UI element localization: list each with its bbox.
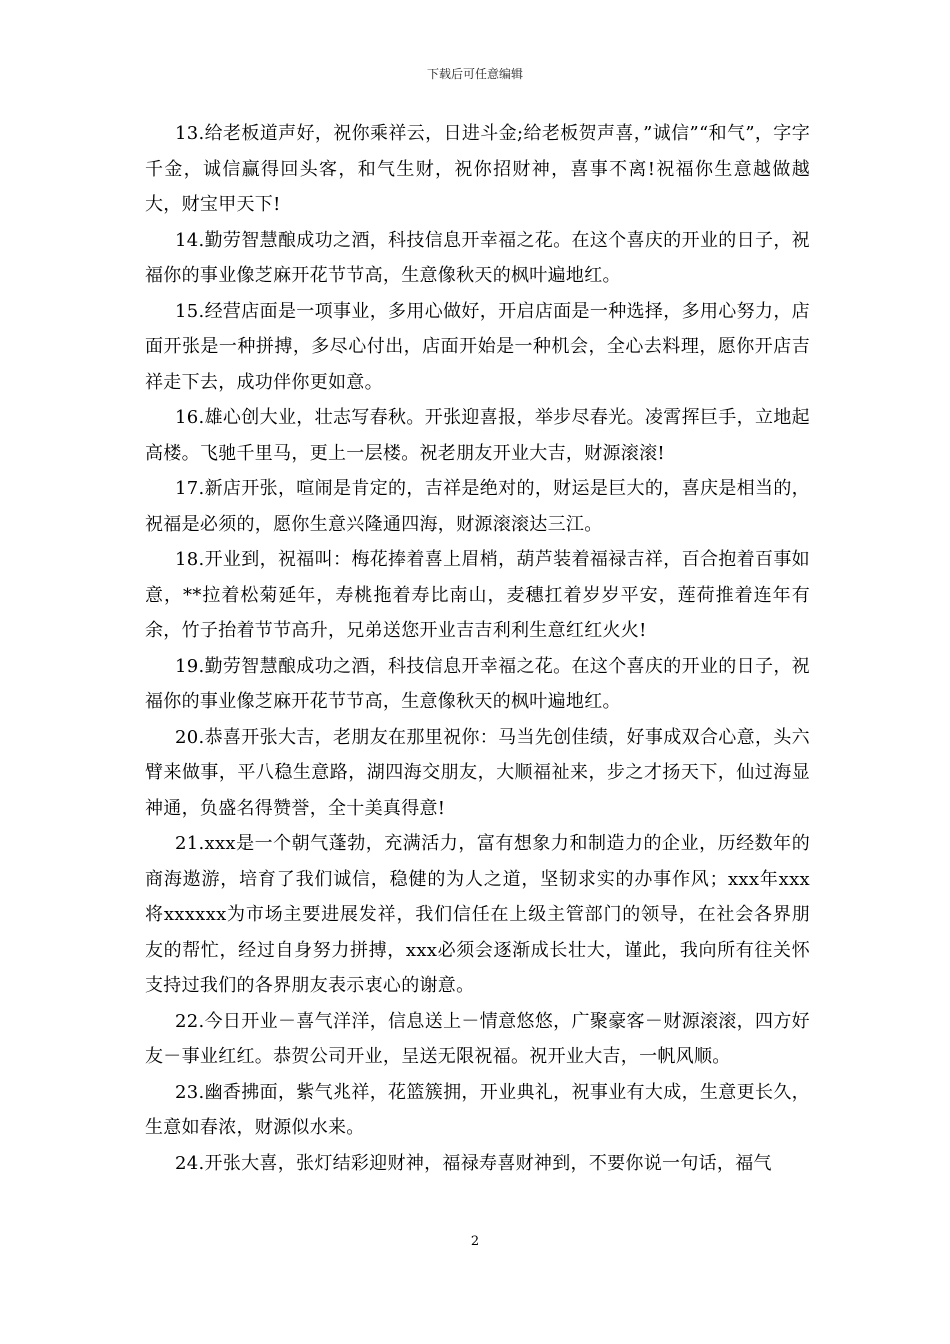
- paragraph-23: 23.幽香拂面，紫气兆祥，花篮簇拥，开业典礼，祝事业有大成，生意更长久，生意如春浓，财源似水来。: [145, 1081, 810, 1138]
- paragraph-21: 21.xxx是一个朝气蓬勃，充满活力，富有想象力和制造力的企业，历经数年的商海遨游，培育了我们诚信，稳健的为人之道，坚韧求实的办事作风；xxx年xxx将xxxxxx为市场主要进展发祥，我们信任在上级主管部门的领导，在社会各界朋友的帮忙，经过自身努力拼搏，xxx必须会逐渐成长壮大，谨此，我向所有往关怀支持过我们的各界朋友表示衷心的谢意。: [145, 833, 810, 996]
- document-body: [145, 116, 810, 1181]
- paragraph-19: 19.勤劳智慧酿成功之酒，科技信息开幸福之花。在这个喜庆的开业的日子，祝福你的事业像芝麻开花节节高，生意像秋天的枫叶遍地红。: [145, 655, 810, 712]
- page-number: 2: [470, 1234, 480, 1249]
- paragraph-17: 17.新店开张，喧闹是肯定的，吉祥是绝对的，财运是巨大的，喜庆是相当的，祝福是必须的，愿你生意兴隆通四海，财源滚滚达三江。: [145, 478, 810, 535]
- paragraph-22: 22.今日开业－喜气洋洋，信息送上－情意悠悠，广聚豪客－财源滚滚，四方好友－事业红红。恭贺公司开业，呈送无限祝福。祝开业大吉，一帆风顺。: [145, 1010, 810, 1067]
- paragraph-20: 20.恭喜开张大吉，老朋友在那里祝你：马当先创佳绩，好事成双合心意，头六臂来做事，平八稳生意路，湖四海交朋友，大顺福祉来，步之才扬天下，仙过海显神通，负盛名得赞誉，全十美真得意!: [145, 726, 810, 819]
- page-header: 下载后可任意编辑: [426, 67, 523, 81]
- paragraph-13: 13.给老板道声好，祝你乘祥云，日进斗金;给老板贺声喜，”诚信”“和气”，字字千金，诚信赢得回头客，和气生财，祝你招财神，喜事不离!祝福你生意越做越大，财宝甲天下!: [145, 123, 810, 215]
- paragraph-16: 16.雄心创大业，壮志写春秋。开张迎喜报，举步尽春光。凌霄挥巨手，立地起高楼。飞驰千里马，更上一层楼。祝老朋友开业大吉，财源滚滚!: [145, 407, 810, 464]
- paragraph-18: 18.开业到，祝福叫：梅花捧着喜上眉梢，葫芦装着福禄吉祥，百合抱着百事如意，**拉着松菊延年，寿桃拖着寿比南山，麦穗扛着岁岁平安，莲荷推着连年有余，竹子抬着节节高升，兄弟送您开业吉吉利利生意红红火火!: [145, 549, 810, 641]
- paragraph-24: 24.开张大喜，张灯结彩迎财神，福禄寿喜财神到，不要你说一句话，福气: [175, 1152, 772, 1174]
- paragraph-14: 14.勤劳智慧酿成功之酒，科技信息开幸福之花。在这个喜庆的开业的日子，祝福你的事业像芝麻开花节节高，生意像秋天的枫叶遍地红。: [145, 229, 810, 286]
- paragraph-15: 15.经营店面是一项事业，多用心做好，开启店面是一种选择，多用心努力，店面开张是一种拼搏，多尽心付出，店面开始是一种机会，全心去料理，愿你开店吉祥走下去，成功伴你更如意。: [145, 300, 810, 393]
